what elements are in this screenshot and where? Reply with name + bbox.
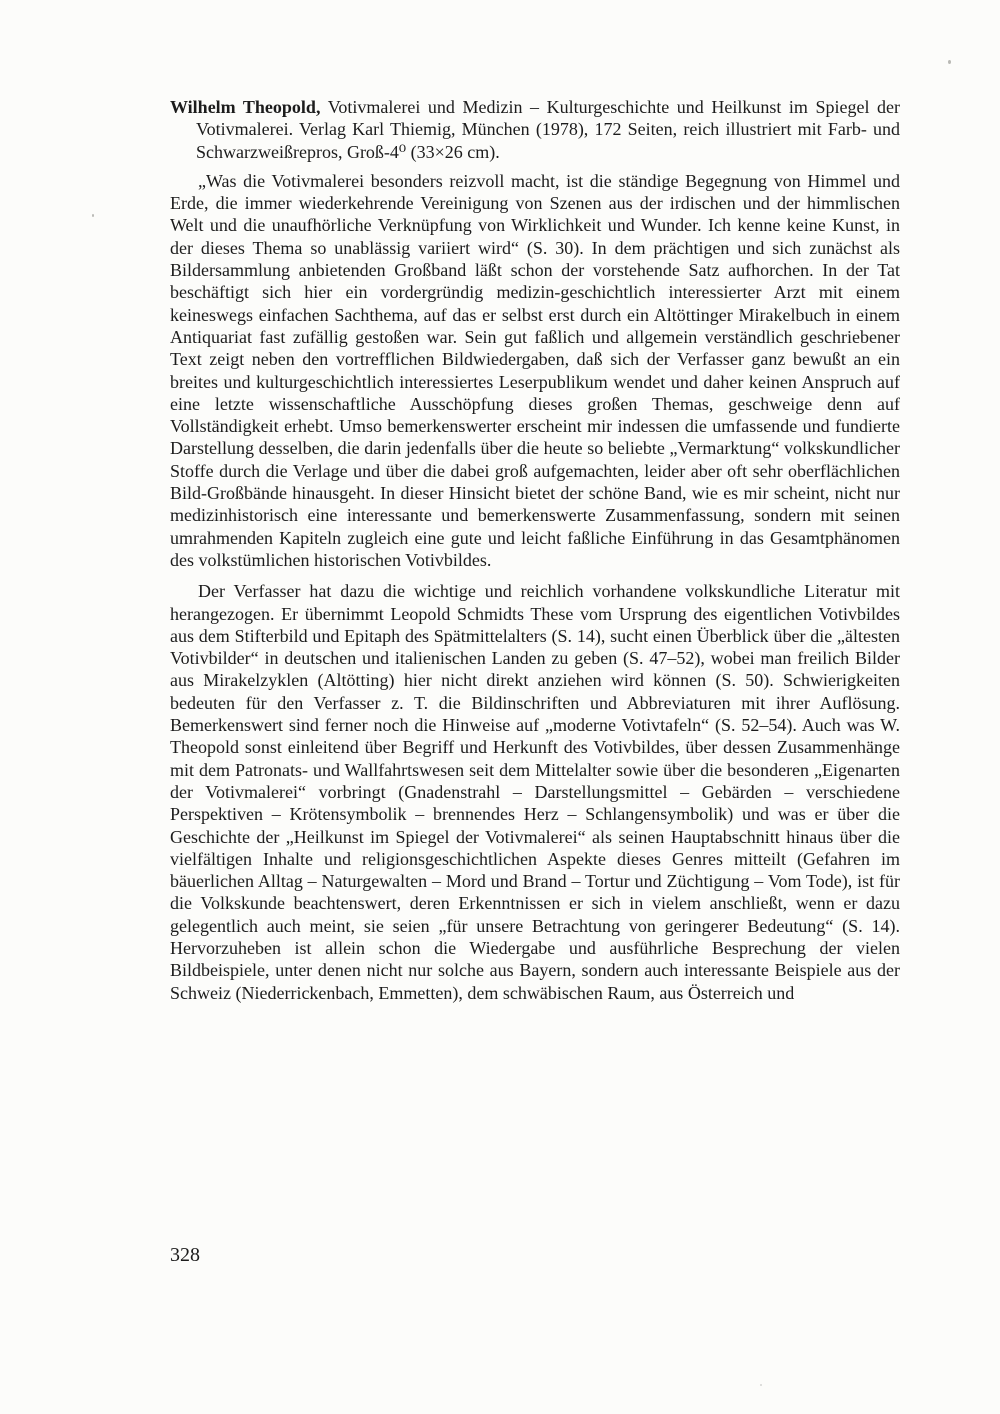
scan-speck xyxy=(760,1384,762,1386)
text-block xyxy=(170,96,900,1004)
scan-speck xyxy=(948,60,951,64)
page-number: 328 xyxy=(170,1244,200,1266)
review-paragraph-1: „Was die Votivmalerei besonders reizvoll macht, ist die ständige Begegnung von Himmel und Erde, die immer wiederkehrende Vereinigung von Szenen aus der irdischen und der himmlischen Welt und die unaufhörliche Verknüpfung von Wirklichkeit und Wunder. Ich kenne keine Kunst, in der dieses Thema so unablässig variiert wird“ (S. 30). In dem prächtigen und sich zunächst als Bildersammlung anbietenden Großband läßt schon der vorstehende Satz aufhorchen. In der Tat beschäftigt sich hier ein vordergründig medizin-geschichtlich interessierter Arzt mit einem keineswegs einfachen Sachthema, auf das er selbst erst durch ein Altöttinger Mirakelbuch in einem Antiquariat fast zufällig gestoßen war. Sein gut faßlich und allgemein verständlich geschriebener Text zeigt neben den vortrefflichen Bildwiedergaben, daß sich der Verfasser ganz bewußt an ein breites und kulturgeschichtlich interessiertes Leserpublikum wendet und daher keinen Anspruch auf eine letzte wissenschaftliche Ausschöpfung dieses großen Themas, geschweige denn auf Vollständigkeit erhebt. Umso bemerkenswerter erscheint mir indessen die umfassende und fundierte Darstellung desselben, die darin jedenfalls über die heute so beliebte „Vermarktung“ volkskundlicher Stoffe durch die Verlage und über die dabei groß aufgemachten, leider aber oft sehr oberflächlichen Bild-Großbände hinausgeht. In dieser Hinsicht bietet der schöne Band, wie es mir scheint, nicht nur medizinhistorisch eine interessante und bemerkenswerte Zusammenfassung, sondern mit seinen umrahmenden Kapiteln zugleich eine gute und leicht faßliche Einführung in das Gesamtphänomen des volkstümlichen historischen Votivbildes. xyxy=(170,170,900,570)
review-paragraph-2: Der Verfasser hat dazu die wichtige und reichlich vorhandene volkskundliche Literatur mit herangezogen. Er übernimmt Leopold Schmidts These vom Ursprung des eigentlichen Votivbildes aus dem Stifterbild und Epitaph des Spätmittelalters (S. 14), sucht einen Überblick über die „ältesten Votivbilder“ in deutschen und italienischen Landen zu geben (S. 47–52), wobei man freilich Bilder aus Mirakelzyklen (Altötting) hier nicht direkt anziehen wird können (S. 50). Schwierigkeiten bedeuten für den Verfasser z. T. die Bildinschriften und Abbreviaturen mit ihrer Auflösung. Bemerkenswert sind ferner noch die Hinweise auf „moderne Votivtafeln“ (S. 52–54). Auch was W. Theopold sonst einleitend über Begriff und Herkunft des Votivbildes, über dessen Zusammenhänge mit dem Patronats- und Wallfahrtswesen seit dem Mittelalter sowie über die besonderen „Eigenarten der Votivmalerei“ vorbringt (Gnadenstrahl – Darstellungsmittel – Gebärden – verschiedene Perspektiven – Krötensymbolik – brennendes Herz – Schlangensymbolik) und was er über die Geschichte der „Heilkunst im Spiegel der Votivmalerei“ als seinen Hauptabschnitt hinaus über die vielfältigen Inhalte und religionsgeschichtlichen Aspekte dieses Genres mitteilt (Gefahren im bäuerlichen Alltag – Naturgewalten – Mord und Brand – Tortur und Züchtigung – Vom Tode), ist für die Volkskunde beachtenswert, deren Erkenntnissen er sich in vielem anschließt, wenn er dazu gelegentlich auch meint, sie seien „für unsere Betrachtung von geringerer Bedeutung“ (S. 14). Hervorzuheben ist allein schon die Wiedergabe und ausführliche Besprechung der vielen Bildbeispiele, unter denen nicht nur solche aus Bayern, sondern auch interessante Beispiele aus der Schweiz (Niederrickenbach, Emmetten), dem schwäbischen Raum, aus Österreich und xyxy=(170,581,900,1003)
citation-author: Wilhelm Theopold, xyxy=(170,97,321,117)
citation-text: Votivmalerei und Medizin – Kulturgeschichte und Heilkunst im Spiegel der Votivmalerei. Verlag Karl Thiemig, München (1978), 172 Seiten, reich illustriert mit Farb- und Schwarzweißrepros, Groß-4⁰ (33×26 cm). xyxy=(196,97,901,162)
scan-speck xyxy=(92,214,94,217)
book-citation xyxy=(170,96,900,163)
